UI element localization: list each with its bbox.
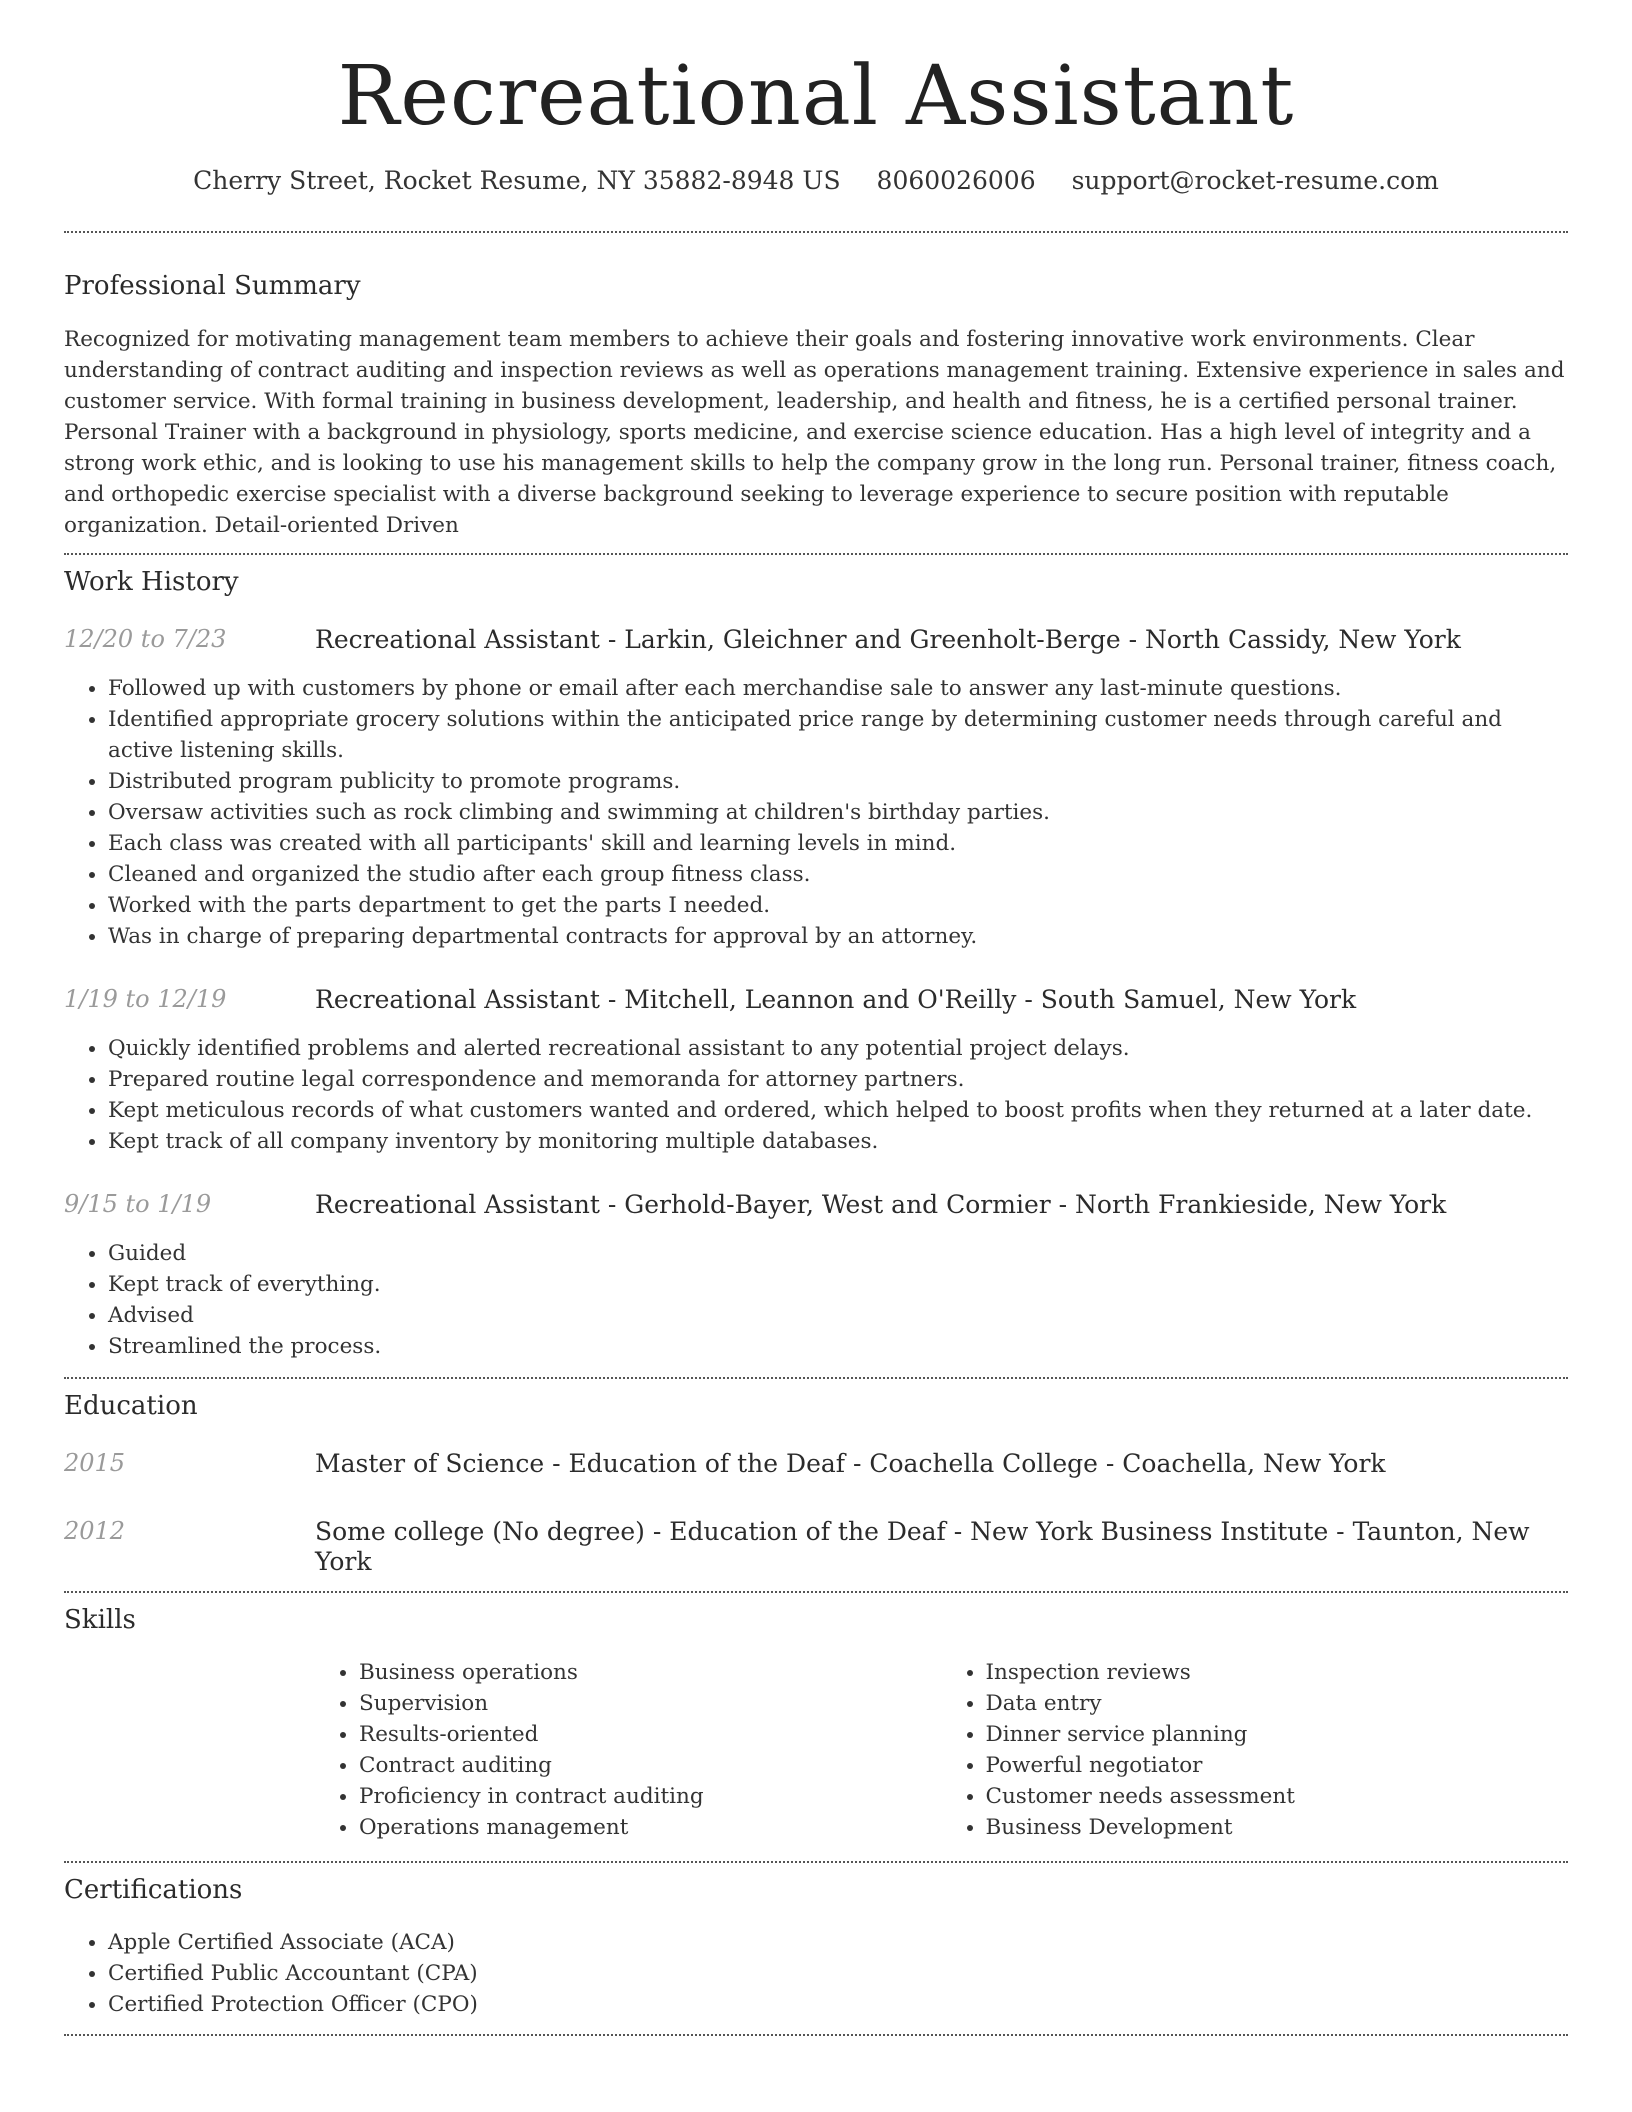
job-date: 1/19 to 12/19 <box>64 985 227 1014</box>
job-entry <box>64 1190 1568 1362</box>
resume-page <box>64 0 1568 2036</box>
address: Cherry Street, Rocket Resume, NY 35882-8948 US <box>193 166 841 196</box>
summary-section <box>64 271 1568 541</box>
list-item: • Certified Protection Officer (CPO) <box>108 1989 1568 2020</box>
job-bullets <box>64 1033 1568 1157</box>
divider <box>64 2034 1568 2036</box>
list-item: • Operations management <box>359 1812 942 1843</box>
job-heading: Recreational Assistant - Gerhold-Bayer, West and Cormier - North Frankieside, New York <box>315 1190 1447 1220</box>
section-title: Work History <box>64 567 239 598</box>
list-item: • Supervision <box>359 1688 942 1719</box>
list-item: • Kept track of everything. <box>108 1269 1568 1300</box>
list-item: • Business Development <box>986 1812 1569 1843</box>
list-item: • Worked with the parts department to get the parts I needed. <box>108 890 1568 921</box>
phone: 8060026006 <box>876 166 1036 196</box>
contact-line <box>64 166 1568 195</box>
list-item: • Prepared routine legal correspondence and memoranda for attorney partners. <box>108 1064 1568 1095</box>
list-item: • Business operations <box>359 1657 942 1688</box>
list-item: • Proficiency in contract auditing <box>359 1781 942 1812</box>
list-item: • Quickly identified problems and alerted recreational assistant to any potential project delays. <box>108 1033 1568 1064</box>
list-item: • Data entry <box>986 1688 1569 1719</box>
list-item: • Was in charge of preparing departmental contracts for approval by an attorney. <box>108 921 1568 952</box>
list-item: • Kept meticulous records of what customers wanted and ordered, which helped to boost profits when they returned at a later date. <box>108 1095 1568 1126</box>
list-item: • Followed up with customers by phone or email after each merchandise sale to answer any last-minute questions. <box>108 673 1568 704</box>
list-item: • Certified Public Accountant (CPA) <box>108 1958 1568 1989</box>
education-entry <box>64 1517 1568 1577</box>
divider <box>64 1861 1568 1863</box>
list-item: • Apple Certified Associate (ACA) <box>108 1927 1568 1958</box>
list-item: • Identified appropriate grocery solutions within the anticipated price range by determining customer needs through careful and active listening skills. <box>108 704 1568 766</box>
job-heading: Recreational Assistant - Larkin, Gleichner and Greenholt-Berge - North Cassidy, New York <box>315 625 1461 655</box>
list-item: • Inspection reviews <box>986 1657 1569 1688</box>
summary-text: Recognized for motivating management team members to achieve their goals and fostering innovative work environments. Clear understanding of contract auditing and inspection reviews as well as operations management training. Extensive experience in sales and customer service. With formal training in business development, leadership, and health and fitness, he is a certified personal trainer. Personal Trainer with a background in physiology, sports medicine, and exercise science education. Has a high level of integrity and a strong work ethic, and is looking to use his management skills to help the company grow in the long run. Personal trainer, fitness coach, and orthopedic exercise specialist with a diverse background seeking to leverage experience to secure position with reputable organization. Detail-oriented Driven <box>64 327 1565 539</box>
skills-section <box>64 1605 1568 1843</box>
list-item: • Guided <box>108 1238 1568 1269</box>
education-section <box>64 1391 1568 1577</box>
section-title: Certifications <box>64 1875 243 1906</box>
education-year: 2012 <box>64 1517 126 1546</box>
certifications-list <box>64 1927 1568 2020</box>
job-bullets <box>64 1238 1568 1362</box>
section-title: Education <box>64 1391 198 1422</box>
section-title: Professional Summary <box>64 271 361 302</box>
certifications-section <box>64 1875 1568 2020</box>
list-item: • Kept track of all company inventory by monitoring multiple databases. <box>108 1126 1568 1157</box>
candidate-name: Recreational Assistant <box>337 49 1295 144</box>
list-item: • Oversaw activities such as rock climbing and swimming at children's birthday parties. <box>108 797 1568 828</box>
job-entry <box>64 625 1568 952</box>
skills-grid <box>315 1657 1568 1843</box>
education-heading: Some college (No degree) - Education of the Deaf - New York Business Institute - Taunton, New York <box>315 1517 1530 1577</box>
list-item: • Powerful negotiator <box>986 1750 1569 1781</box>
list-item: • Each class was created with all participants' skill and learning levels in mind. <box>108 828 1568 859</box>
job-entry <box>64 985 1568 1157</box>
work-history-section <box>64 567 1568 1362</box>
list-item: • Advised <box>108 1300 1568 1331</box>
job-heading: Recreational Assistant - Mitchell, Leannon and O'Reilly - South Samuel, New York <box>315 985 1357 1015</box>
divider <box>64 231 1568 233</box>
job-date: 9/15 to 1/19 <box>64 1190 212 1219</box>
email-link[interactable]: support@rocket-resume.com <box>1071 166 1439 196</box>
list-item: • Results-oriented <box>359 1719 942 1750</box>
list-item: • Contract auditing <box>359 1750 942 1781</box>
list-item: • Cleaned and organized the studio after each group fitness class. <box>108 859 1568 890</box>
skills-list-right <box>942 1657 1569 1843</box>
education-heading: Master of Science - Education of the Deaf - Coachella College - Coachella, New York <box>315 1449 1386 1479</box>
job-date: 12/20 to 7/23 <box>64 625 227 654</box>
divider <box>64 1591 1568 1593</box>
skills-list-left <box>315 1657 942 1843</box>
list-item: • Streamlined the process. <box>108 1331 1568 1362</box>
list-item: • Dinner service planning <box>986 1719 1569 1750</box>
list-item: • Distributed program publicity to promote programs. <box>108 766 1568 797</box>
divider <box>64 1377 1568 1379</box>
divider <box>64 553 1568 555</box>
list-item: • Customer needs assessment <box>986 1781 1569 1812</box>
job-bullets <box>64 673 1568 952</box>
section-title: Skills <box>64 1605 136 1636</box>
education-year: 2015 <box>64 1449 126 1478</box>
education-entry <box>64 1449 1568 1479</box>
